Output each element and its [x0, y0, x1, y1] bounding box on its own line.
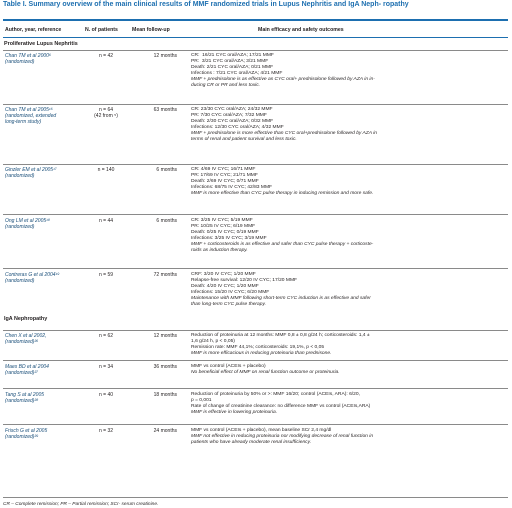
- title-rule: [3, 19, 508, 21]
- section-heading: Proliferative Lupus Nephritis: [4, 41, 78, 47]
- col-header-author: Author, year, reference: [5, 27, 62, 33]
- row-rule: [3, 164, 508, 165]
- author-line: (randomized): [5, 278, 35, 284]
- author-line: (randomized)²⁷: [5, 370, 39, 376]
- outcome-line: Reduction of proteinuria by 50% or >: MMF 16/20; control (ACEIs, ARA): 6/20,: [191, 392, 360, 397]
- patients-note: (42 from ⁵): [94, 113, 118, 119]
- patients-count: n = 32: [98, 428, 114, 434]
- row-rule: [3, 104, 508, 105]
- outcome-line: CRF: 3/20 IV CYC; 1/20 MMF: [191, 272, 256, 277]
- conclusion-line: MMF is effective in lowering proteinuria.: [191, 410, 278, 415]
- patients-cell: [85, 364, 127, 370]
- author-line: Chan TM et al 2005¹⁶: [5, 107, 53, 113]
- header-rule: [3, 37, 508, 38]
- patients-count: n = 44: [98, 218, 114, 224]
- outcome-line: CR: 23/30 CYC oral/AZA; 24/32 MMF: [191, 107, 273, 112]
- outcome-line: Infections : 7/21 CYC oral/AZA; 4/21 MMF: [191, 71, 283, 76]
- conclusion-line: MMF + corticosteroids is as effective and safer than CYC pulse therapy + corticoste-: [191, 242, 374, 247]
- patients-count: n = 140: [97, 167, 115, 173]
- col-header-outcomes: Main efficacy and safety outcomes: [258, 27, 344, 33]
- patients-count: n = 42: [98, 53, 114, 59]
- col-header-patients: N. of patients: [85, 27, 118, 33]
- outcome-line: PR: 7/30 CYC oral/AZA; 7/32 MMF: [191, 113, 267, 118]
- followup-cell: 6 months: [156, 218, 177, 224]
- outcome-line: Death: 2/69 IV CYC; 0/71 MMF: [191, 179, 259, 184]
- outcome-line: CR: 3/25 IV CYC; 5/19 MMF: [191, 218, 253, 223]
- outcome-line: MMF vs control (ACEIs + placebo): [191, 364, 266, 369]
- patients-cell: [85, 218, 127, 224]
- patients-cell: [85, 428, 127, 434]
- row-rule: [3, 388, 508, 389]
- patients-cell: [85, 272, 127, 278]
- patients-cell: [85, 333, 127, 339]
- outcome-line: Infections: 15/20 IV CYC; 6/20 MMF: [191, 290, 270, 295]
- outcome-line: Relapse-free survival: 12/20 IV CYC; 17/20 MMF: [191, 278, 298, 283]
- author-line: (randomized): [5, 173, 35, 179]
- conclusion-line: MMF is more effective than CYC pulse therapy in inducing remission and more safe.: [191, 191, 374, 196]
- table-title: Table I. Summary overview of the main clinical results of MMF randomized trials in Lupus Nephritis and IgA Neph- ropathy: [3, 1, 409, 8]
- row-rule: [3, 268, 508, 269]
- outcomes-cell: [191, 107, 503, 143]
- author-cell: [5, 53, 85, 65]
- outcome-line: PR: 3/21 CYC oral/AZA; 3/21 MMF: [191, 59, 269, 64]
- conclusion-line: roids as induction therapy.: [191, 248, 248, 253]
- conclusion-line: ducing CR or PR and less toxic.: [191, 83, 261, 88]
- row-rule: [3, 330, 508, 331]
- author-line: Ginzler EM et al 2005¹⁷: [5, 167, 57, 173]
- author-line: (randomized, extended: [5, 113, 57, 119]
- author-line: (randomized)²⁶: [5, 339, 39, 345]
- outcome-line: Death: 4/20 IV CYC; 1/20 MMF: [191, 284, 259, 289]
- outcomes-cell: [191, 364, 503, 376]
- outcome-line: Remission rate: MMF 44,1%; corticosteroids: 19,1%, p < 0,05: [191, 345, 325, 350]
- author-cell: [5, 218, 85, 230]
- author-cell: [5, 167, 85, 179]
- outcomes-cell: [191, 167, 503, 197]
- row-rule: [3, 50, 508, 51]
- outcomes-cell: [191, 218, 503, 254]
- author-line: (randomized): [5, 224, 35, 230]
- conclusion-line: MMF not effective in reducing proteinuria nor modifying decrease of renal function in: [191, 434, 374, 439]
- conclusion-line: MMF + prednisolone is more effective than CYC oral+prednisolone followed by AZA in: [191, 131, 378, 136]
- author-line: Ong LM et al 2005¹⁸: [5, 218, 50, 224]
- table-footnote: CR – Complete remission; PR – Partial remission; SCr- serum creatinine.: [3, 502, 159, 507]
- author-cell: [5, 392, 85, 404]
- author-line: Chan TM et al 2000⁶: [5, 53, 51, 59]
- author-cell: [5, 364, 85, 376]
- patients-cell: [85, 53, 127, 59]
- outcomes-cell: [191, 333, 503, 357]
- followup-cell: 63 months: [153, 107, 177, 113]
- outcome-line: Rate of change of creatinine clearance: no difference MMF vs control (ACEIs,ARA): [191, 404, 371, 409]
- author-cell: [5, 333, 85, 345]
- conclusion-line: patients who have already moderate renal insufficiency.: [191, 440, 312, 445]
- author-line: Maes BD et al 2004: [5, 364, 49, 370]
- conclusion-line: terms of renal and patient survival and less toxic.: [191, 137, 297, 142]
- conclusion-line: Maintenance with MMF following short-term CYC induction is as effective and safer: [191, 296, 371, 301]
- followup-cell: 18 months: [153, 392, 177, 398]
- outcome-line: Infections: 12/30 CYC oral/AZA; 4/32 MMF: [191, 125, 284, 130]
- patients-count: n = 34: [98, 364, 114, 370]
- patients-cell: [85, 392, 127, 398]
- outcome-line: PR: 10/25 IV CYC; 6/19 MMF: [191, 224, 256, 229]
- outcome-line: Infections: 68/75 IV CYC; 42/83 MMF: [191, 185, 273, 190]
- author-cell: [5, 428, 85, 440]
- author-cell: [5, 107, 85, 125]
- outcome-line: p = 0,001: [191, 398, 212, 403]
- table-bottom-rule: [3, 497, 508, 498]
- outcome-line: Reduction of proteinuria at 12 months: MMF 0,8 ± 0,8 g/24 h; corticosteroids: 1,4 ±: [191, 333, 370, 338]
- author-line: Chen X et al 2002,: [5, 333, 47, 339]
- outcomes-cell: [191, 428, 503, 446]
- col-header-followup: Mean follow-up: [132, 27, 170, 33]
- outcome-line: Death: 0/25 IV CYC; 0/19 MMF: [191, 230, 259, 235]
- outcome-line: CR: 16/21 CYC oral/AZA; 17/21 MMF: [191, 53, 274, 58]
- outcome-line: PR: 17/69 IV CYC; 21/71 MMF: [191, 173, 258, 178]
- conclusion-line: No beneficial effect of MMF on renal function outcome or proteinuria.: [191, 370, 340, 375]
- conclusion-line: MMF + prednisolone is as effective as CYC oral+ prednisolone followed by AZA in in-: [191, 77, 375, 82]
- row-rule: [3, 360, 508, 361]
- patients-count: n = 40: [98, 392, 114, 398]
- author-line: Tang S at al 2005: [5, 392, 45, 398]
- section-heading: IgA Nephropathy: [4, 316, 48, 322]
- patients-cell: [85, 107, 127, 119]
- followup-cell: 72 months: [153, 272, 177, 278]
- patients-count: n = 62: [98, 333, 114, 339]
- outcomes-cell: [191, 53, 503, 89]
- followup-cell: 6 months: [156, 167, 177, 173]
- patients-count: n = 59: [98, 272, 114, 278]
- author-line: (randomized)²⁹: [5, 434, 39, 440]
- outcomes-cell: [191, 272, 503, 308]
- outcome-line: Death: 2/30 CYC oral/AZA; 0/32 MMF: [191, 119, 274, 124]
- outcomes-cell: [191, 392, 503, 416]
- author-line: (randomized)²⁸: [5, 398, 39, 404]
- author-cell: [5, 272, 85, 284]
- conclusion-line: MMF is more efficacious in reducing proteinuria than prednisone.: [191, 351, 332, 356]
- patients-count: n = 64: [98, 107, 114, 113]
- author-line: long-term study): [5, 119, 42, 125]
- patients-cell: [85, 167, 127, 173]
- outcome-line: CR: 4/69 IV CYC; 16/71 MMF: [191, 167, 256, 172]
- followup-cell: 24 months: [153, 428, 177, 434]
- author-line: Frisch G et al 2005: [5, 428, 48, 434]
- author-line: (randomized): [5, 59, 35, 65]
- row-rule: [3, 214, 508, 215]
- followup-cell: 12 months: [153, 333, 177, 339]
- outcome-line: MMF vs control (ACEIs + placebo), mean baseline SCr 2,4 mg/dl: [191, 428, 332, 433]
- row-rule: [3, 424, 508, 425]
- outcome-line: Infections: 3/25 IV CYC; 3/19 MMF: [191, 236, 267, 241]
- followup-cell: 36 months: [153, 364, 177, 370]
- outcome-line: Death: 2/21 CYC oral/AZA; 0/21 MMF: [191, 65, 274, 70]
- author-line: Contreras G et al 2004¹⁹: [5, 272, 60, 278]
- followup-cell: 12 months: [153, 53, 177, 59]
- conclusion-line: than long-term CYC pulse therapy.: [191, 302, 266, 307]
- outcome-line: 1,6 g/24 h, p < 0,05): [191, 339, 235, 344]
